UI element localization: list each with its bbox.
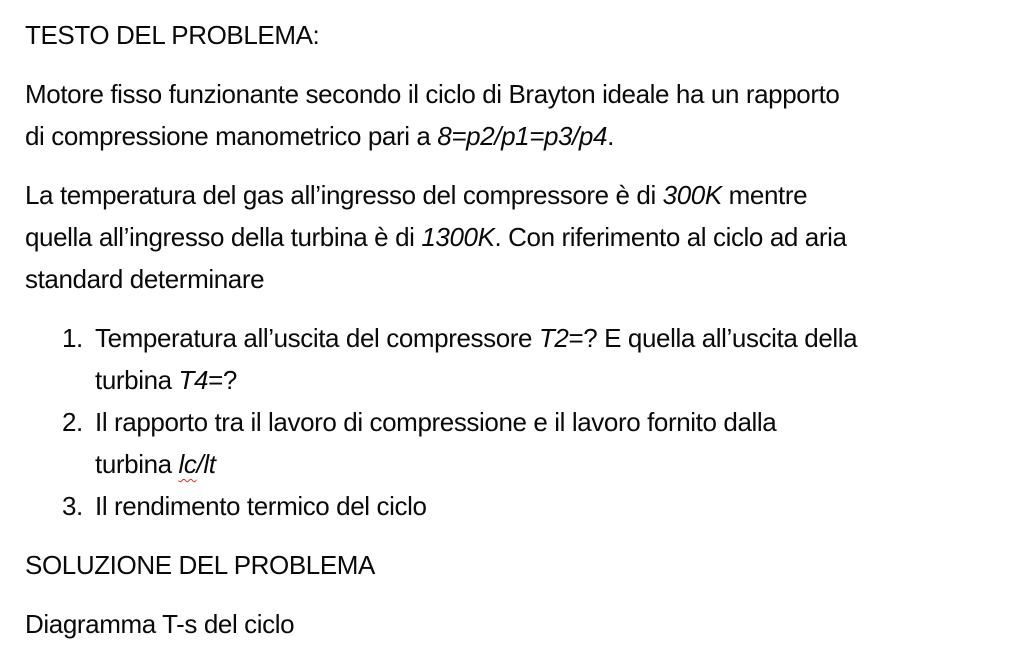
text-run: T4: [178, 365, 209, 395]
text-line: [25, 174, 992, 216]
list-number: 1.: [62, 323, 83, 353]
text-line: [95, 443, 992, 485]
text-line: [25, 258, 992, 300]
paragraph-temperatures: [25, 174, 992, 300]
text-run: quella all’ingresso della turbina è di: [25, 222, 422, 252]
text-line: [25, 115, 992, 157]
text-run: di compressione manometrico pari a: [25, 121, 438, 151]
heading-text: TESTO DEL PROBLEMA:: [25, 20, 320, 50]
list-number: 3.: [62, 491, 83, 521]
text-run: =?: [208, 365, 237, 395]
text-run: /lt: [196, 449, 216, 479]
list-item-1: [25, 317, 992, 401]
list-item-text: [95, 401, 992, 485]
text-line: [95, 359, 992, 401]
text-run: T2: [538, 323, 569, 353]
text-run: 300K: [662, 180, 722, 210]
text-run: standard determinare: [25, 264, 265, 294]
spellcheck-underlined-text: lc: [178, 449, 197, 479]
text-run: Il rendimento termico del ciclo: [95, 491, 427, 521]
text-line: [95, 317, 992, 359]
problem-heading: [25, 14, 992, 56]
text-run: mentre: [721, 180, 808, 210]
text-line: [95, 401, 992, 443]
list-item-3: [25, 485, 992, 527]
text-line: [25, 73, 992, 115]
text-run: =? E quella all’uscita della: [568, 323, 858, 353]
text-run: Temperatura all’uscita del compressore: [95, 323, 539, 353]
diagram-caption-text: Diagramma T-s del ciclo: [25, 609, 295, 639]
list-item-text: [95, 485, 992, 527]
text-run: turbina: [95, 365, 179, 395]
paragraph-intro: [25, 73, 992, 157]
list-item-2: [25, 401, 992, 485]
text-line: [95, 485, 992, 527]
text-run: turbina: [95, 449, 179, 479]
text-run: La temperatura del gas all’ingresso del compressore è di: [25, 180, 663, 210]
text-run: Il rapporto tra il lavoro di compressione e il lavoro fornito dalla: [95, 407, 777, 437]
list-number: 2.: [62, 407, 83, 437]
text-line: [25, 216, 992, 258]
text-run: 1300K: [421, 222, 495, 252]
solution-heading: [25, 544, 992, 586]
text-run: 8=p2/p1=p3/p4: [437, 121, 608, 151]
list-item-text: [95, 317, 992, 401]
questions-list: [25, 317, 992, 527]
text-run: . Con riferimento al ciclo ad aria: [494, 222, 847, 252]
text-run: .: [607, 121, 614, 151]
diagram-caption: [25, 603, 992, 645]
solution-heading-text: SOLUZIONE DEL PROBLEMA: [25, 550, 375, 580]
text-run: Motore fisso funzionante secondo il ciclo di Brayton ideale ha un rapporto: [25, 79, 840, 109]
